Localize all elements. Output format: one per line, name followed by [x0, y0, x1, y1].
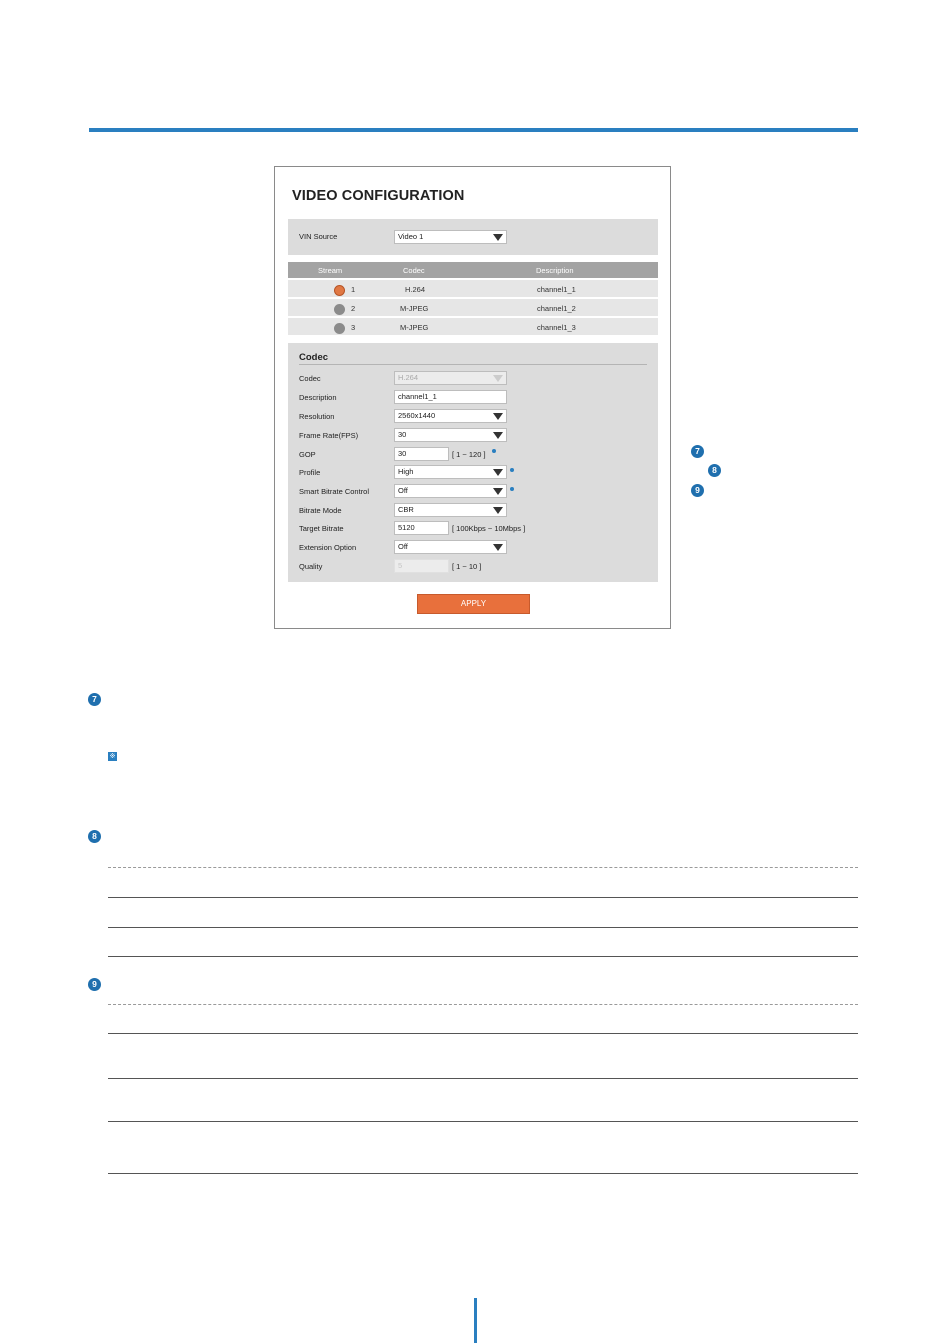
quality-input[interactable]: [394, 559, 449, 573]
section-9-badge: 9: [88, 978, 101, 991]
target-bitrate-range: [ 100Kbps ~ 10Mbps ]: [452, 524, 526, 533]
resolution-label: Resolution: [299, 412, 335, 421]
bitrate-mode-label: Bitrate Mode: [299, 506, 342, 515]
target-bitrate-label: Target Bitrate: [299, 524, 344, 533]
stream-row-3[interactable]: [288, 318, 658, 335]
table-9-row-divider: [108, 1033, 858, 1034]
extension-option-select[interactable]: [394, 540, 507, 554]
codec-settings-section: [288, 343, 658, 582]
table-9-top-dashed-rule: [108, 1004, 858, 1005]
stream-codec: H.264: [405, 285, 426, 294]
table-9-row-divider: [108, 1121, 858, 1122]
stream-codec: M-JPEG: [400, 323, 429, 332]
stream-table: [288, 262, 658, 335]
target-bitrate-value: 5120: [398, 523, 415, 532]
video-configuration-panel: [274, 166, 671, 629]
note-icon: ※: [109, 753, 116, 760]
quality-range: [ 1 ~ 10 ]: [452, 562, 482, 571]
vin-source-select[interactable]: [394, 230, 507, 244]
codec-section-divider: [299, 364, 647, 365]
profile-label: Profile: [299, 468, 321, 477]
vin-source-label: VIN Source: [299, 232, 338, 241]
stream-number: 3: [351, 323, 356, 332]
table-9-bottom-rule: [108, 1173, 858, 1174]
codec-label: Codec: [299, 374, 321, 383]
table-8-top-dashed-rule: [108, 867, 858, 868]
stream-2-radio[interactable]: [334, 304, 345, 315]
profile-value: High: [398, 467, 414, 476]
chevron-down-icon: [493, 469, 503, 476]
frame-rate-value: 30: [398, 430, 407, 439]
stream-row-2[interactable]: [288, 299, 658, 316]
gop-label: GOP: [299, 450, 316, 459]
resolution-value: 2560x1440: [398, 411, 436, 420]
chevron-down-icon: [493, 432, 503, 439]
section-7-badge: 7: [88, 693, 101, 706]
chevron-down-icon: [493, 375, 503, 382]
bitrate-mode-value: CBR: [398, 505, 414, 514]
header-rule: [89, 128, 858, 132]
quality-value: 5: [398, 561, 403, 570]
callout-dot-8: [510, 468, 514, 472]
stream-description: channel1_2: [537, 304, 576, 313]
panel-title: VIDEO CONFIGURATION: [292, 188, 465, 204]
stream-table-header: [288, 262, 658, 278]
gop-range: [ 1 ~ 120 ]: [452, 450, 486, 459]
stream-description: channel1_1: [537, 285, 576, 294]
stream-row-1[interactable]: [288, 280, 658, 297]
smart-bitrate-select[interactable]: [394, 484, 507, 498]
table-8-row-divider: [108, 927, 858, 928]
target-bitrate-input[interactable]: [394, 521, 449, 535]
profile-select[interactable]: [394, 465, 507, 479]
stream-codec: M-JPEG: [400, 304, 429, 313]
chevron-down-icon: [493, 544, 503, 551]
stream-number: 1: [351, 285, 356, 294]
table-8-bottom-rule: [108, 956, 858, 957]
stream-1-radio[interactable]: [334, 285, 345, 296]
chevron-down-icon: [493, 507, 503, 514]
description-input[interactable]: [394, 390, 507, 404]
gop-input[interactable]: [394, 447, 449, 461]
callout-dot-9: [510, 487, 514, 491]
extension-option-label: Extension Option: [299, 543, 357, 552]
codec-section-heading: Codec: [299, 352, 329, 363]
callout-7-badge: 7: [691, 445, 704, 458]
smart-bitrate-label: Smart Bitrate Control: [299, 487, 370, 496]
stream-3-radio[interactable]: [334, 323, 345, 334]
section-8-badge: 8: [88, 830, 101, 843]
header-description: Description: [536, 266, 574, 275]
vin-source-section: [288, 219, 658, 255]
quality-label: Quality: [299, 562, 323, 571]
chevron-down-icon: [493, 413, 503, 420]
frame-rate-label: Frame Rate(FPS): [299, 431, 359, 440]
frame-rate-select[interactable]: [394, 428, 507, 442]
resolution-select[interactable]: [394, 409, 507, 423]
apply-button[interactable]: APPLY: [417, 594, 530, 614]
smart-bitrate-value: Off: [398, 486, 408, 495]
bitrate-mode-select[interactable]: [394, 503, 507, 517]
callout-9-badge: 9: [691, 484, 704, 497]
table-9-row-divider: [108, 1078, 858, 1079]
page-footer-marker: [474, 1298, 477, 1343]
header-codec: Codec: [403, 266, 425, 275]
description-value: channel1_1: [398, 392, 437, 401]
extension-option-value: Off: [398, 542, 408, 551]
gop-value: 30: [398, 449, 407, 458]
callout-dot-7: [492, 449, 496, 453]
header-stream: Stream: [318, 266, 343, 275]
codec-value: H.264: [398, 373, 419, 382]
stream-description: channel1_3: [537, 323, 576, 332]
callout-8-badge: 8: [708, 464, 721, 477]
table-8-row-divider: [108, 897, 858, 898]
chevron-down-icon: [493, 234, 503, 241]
codec-select[interactable]: [394, 371, 507, 385]
description-label: Description: [299, 393, 337, 402]
vin-source-value: Video 1: [398, 232, 424, 241]
chevron-down-icon: [493, 488, 503, 495]
stream-number: 2: [351, 304, 356, 313]
